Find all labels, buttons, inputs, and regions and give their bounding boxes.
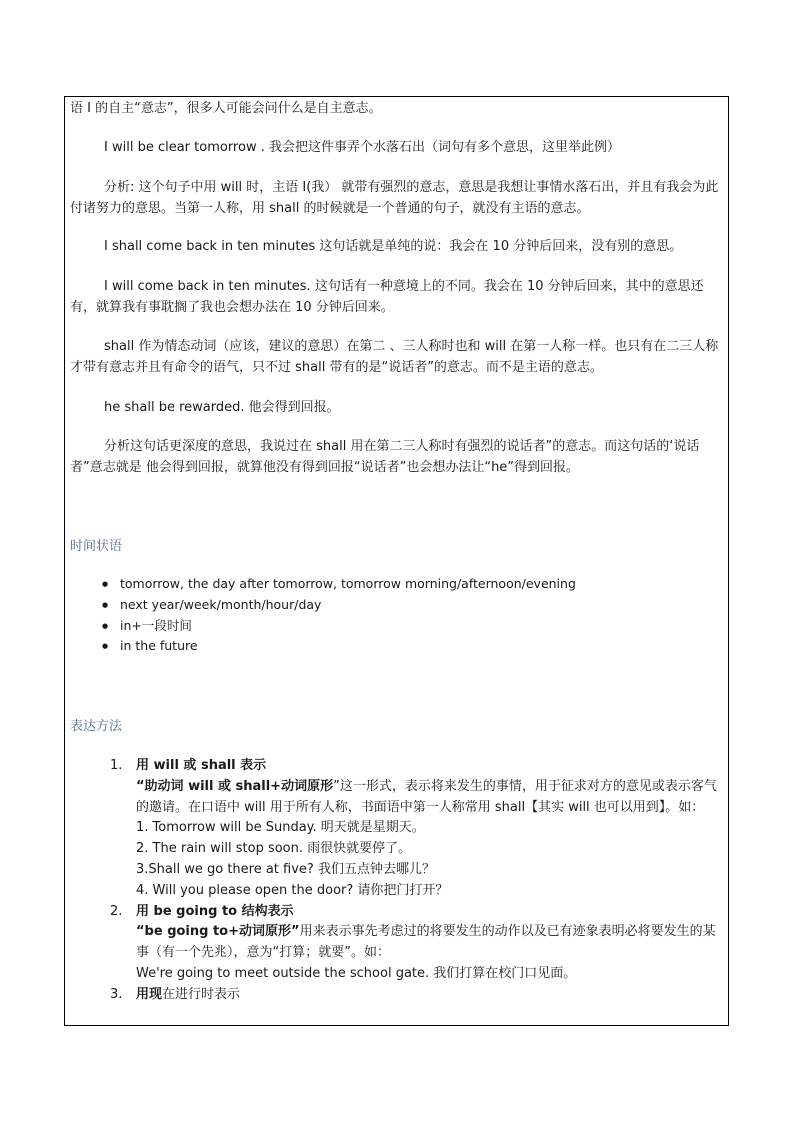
list-item: ● next year/week/month/hour/day [120, 595, 576, 616]
description-bold: “be going to+动词原形” [136, 924, 300, 940]
example-line: 4. Will you please open the door? 请你把门打开？ [136, 882, 449, 898]
example-line: 2. The rain will stop soon. 雨很快就要停了。 [136, 841, 412, 857]
method-item-3 [110, 985, 722, 1006]
method-title: 用 be going to 结构表示 [136, 903, 294, 919]
paragraph-4: I shall come back in ten minutes 这句话就是单纯的说：我会在 10 分钟后回来，没有别的意思。 [104, 239, 683, 254]
description-text: 用来表示事先考虑过的将要发生的动作以及已有迹象表明必将要发生的某事（有一个先兆），意为“打算；就要”。如： [136, 924, 716, 961]
paragraph-5: I will come back in ten minutes. 这句话有一种意境上的不同。我会在 10 分钟后回来，其中的意思还有，就算我有事耽搁了我也会想办法在 10 分钟后回来。 [70, 279, 704, 315]
time-adverbial-list [70, 574, 576, 657]
method-title [136, 985, 722, 1006]
example-line: 3.Shall we go there at five? 我们五点钟去哪儿？ [136, 861, 435, 877]
description-bold: “助动词 will 或 shall+动词原形 [136, 778, 334, 794]
title-rest: 在进行时表示 [162, 986, 241, 1002]
example-line: 1. Tomorrow will be Sunday. 明天就是星期天。 [136, 820, 425, 836]
method-item-1 [110, 756, 722, 902]
list-item: ● in the future [120, 636, 576, 657]
method-description [136, 922, 722, 964]
method-title: 用 will 或 shall 表示 [136, 758, 267, 773]
section-title-method: 表达方法 [70, 719, 123, 734]
method-item-2 [110, 902, 722, 985]
paragraph-7: he shall be rewarded. 他会得到回报。 [104, 400, 340, 415]
item-number: 2. [110, 903, 123, 919]
list-item: ● tomorrow, the day after tomorrow, tomorrow morning/afternoon/evening [120, 574, 576, 595]
paragraph-3: 分析: 这个句子中用 will 时，主语 I(我） 就带有强烈的意志，意思是我想让事情水落石出，并且有我会为此付诸努力的意思。当第一人称，用 shall 的时候就是一个普通的句子，就没有主语的意志。 [70, 180, 719, 216]
method-description [136, 777, 722, 819]
method-list [70, 756, 722, 1006]
paragraph-8: 分析这句话更深度的意思，我说过在 shall 用在第二三人称时有强烈的说话者”的意志。而这句话的‘说话者”意志就是 他会得到回报，就算他没有得到回报“说话者”也会想办法让“he”得到回报。 [70, 439, 700, 475]
example-line: We're going to meet outside the school gate. 我们打算在校门口见面。 [136, 965, 577, 981]
paragraph-1: 语 I 的自主“意志”，很多人可能会问什么是自主意志。 [70, 101, 382, 116]
item-number: 1. [110, 758, 123, 773]
description-text: ”这一形式，表示将来发生的事情，用于征求对方的意见或表示客气的邀请。在口语中 will 用于所有人称，书面语中第一人称常用 shall【其实 will 也可以用到】。如： [136, 778, 717, 815]
paragraph-2: I will be clear tomorrow . 我会把这件事弄个水落石出（词句有多个意思，这里举此例） [104, 140, 620, 155]
list-item: ● in+一段时间 [120, 616, 576, 637]
paragraph-6: shall 作为情态动词（应该，建议的意思）在第二 、三人称时也和 will 在第一人称一样。也只有在二三人称才带有意志并且有命令的语气，只不过 shall 带有的是“说话者”的意志。而不是主语的意志。 [70, 339, 719, 375]
title-bold: 用现 [136, 986, 163, 1002]
section-title-time: 时间状语 [70, 539, 123, 554]
item-number: 3. [110, 986, 123, 1002]
